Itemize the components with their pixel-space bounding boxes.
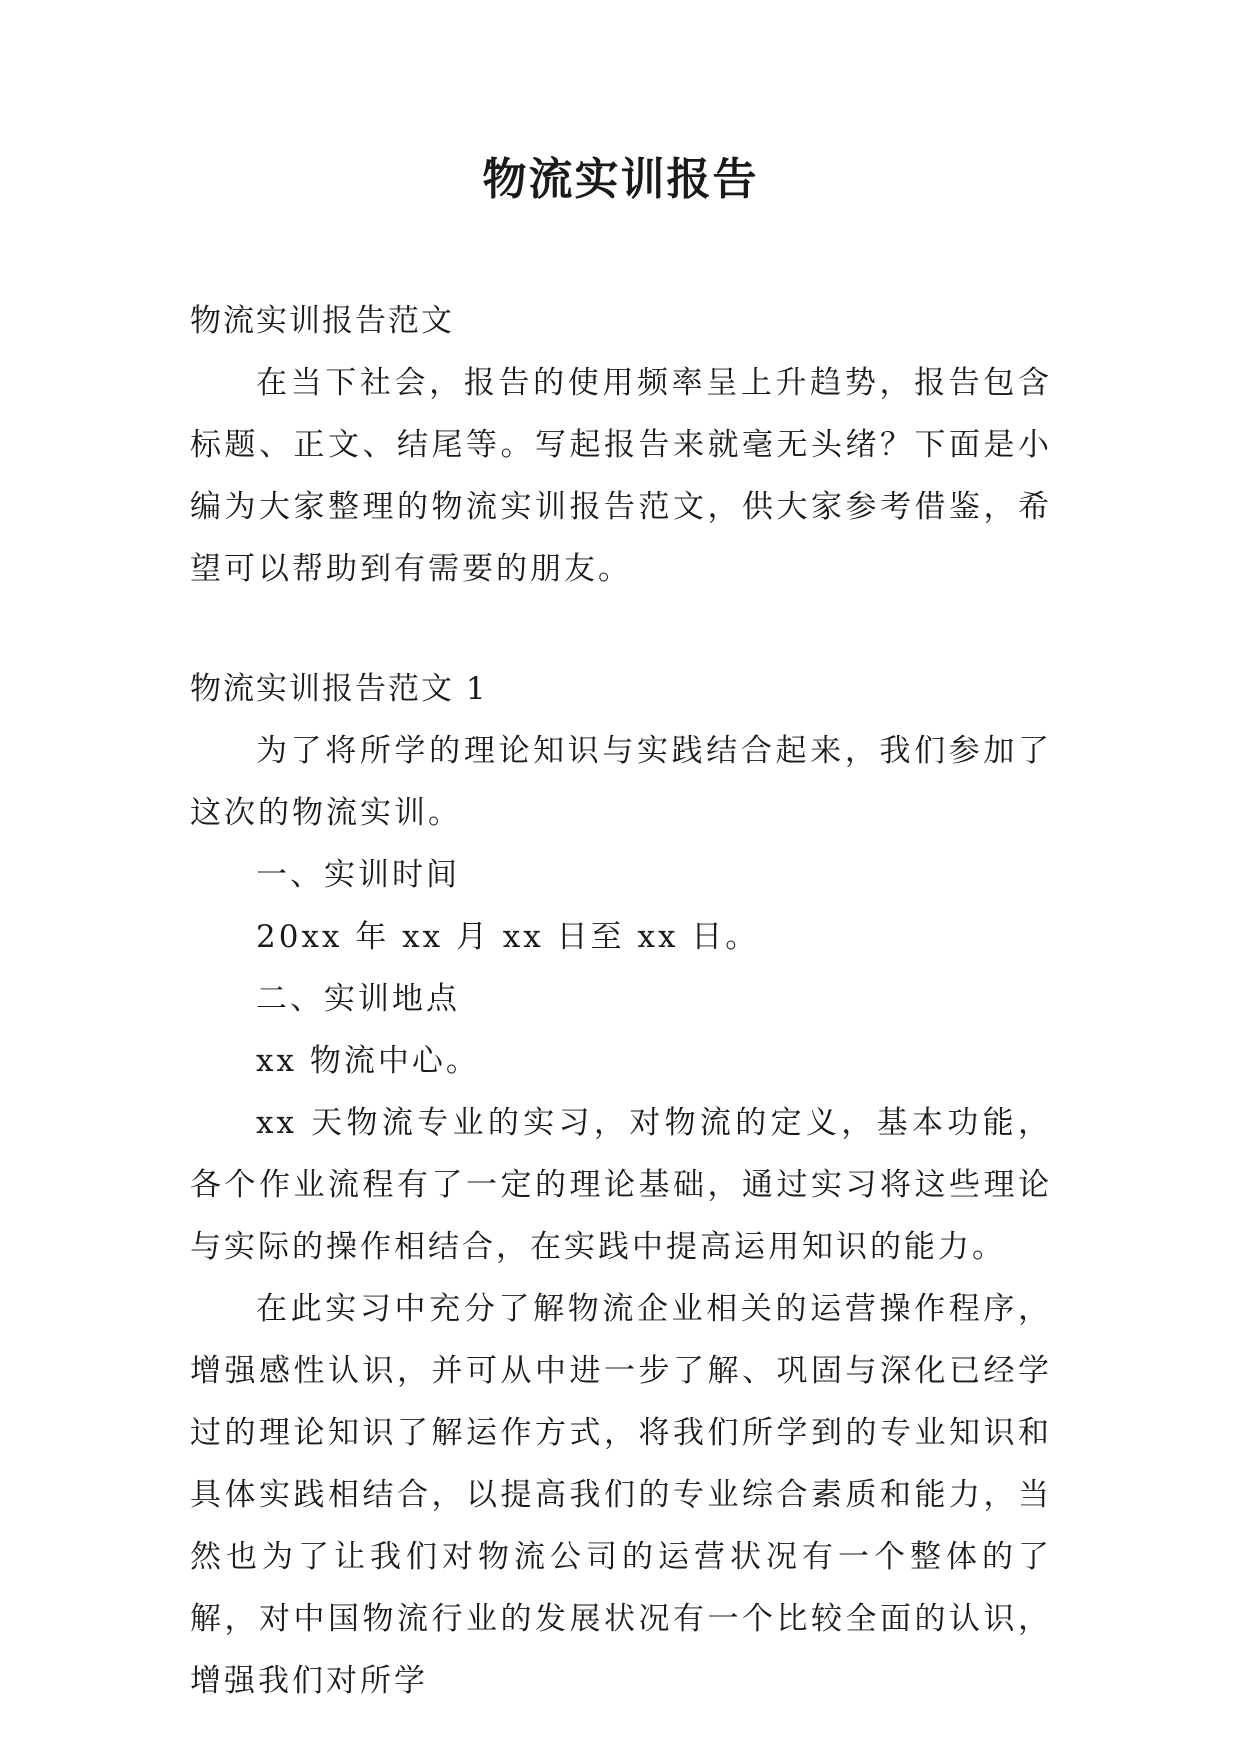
document-body	[190, 290, 1052, 1712]
intro-paragraph: 在当下社会，报告的使用频率呈上升趋势，报告包含标题、正文、结尾等。写起报告来就毫无头绪？下面是小编为大家整理的物流实训报告范文，供大家参考借鉴，希望可以帮助到有需要的朋友。	[190, 365, 1052, 587]
paragraph: 在此实习中充分了解物流企业相关的运营操作程序，增强感性认识，并可从中进一步了解、巩固与深化已经学过的理论知识了解运作方式，将我们所学到的专业知识和具体实践相结合，以提高我们的专业综合素质和能力，当然也为了让我们对物流公司的运营状况有一个整体的了解，对中国物流行业的发展状况有一个比较全面的认识，增强我们对所学	[190, 1291, 1052, 1699]
section-heading: 物流实训报告范文 1	[190, 671, 488, 707]
paragraph: 一、实训时间	[256, 857, 460, 893]
paragraph: 20xx 年 xx 月 xx 日至 xx 日。	[256, 919, 760, 955]
paragraph: 二、实训地点	[256, 981, 460, 1017]
section-spacer	[190, 600, 1052, 658]
paragraph: xx 天物流专业的实习，对物流的定义，基本功能，各个作业流程有了一定的理论基础，通过实习将这些理论与实际的操作相结合，在实践中提高运用知识的能力。	[190, 1105, 1052, 1265]
subtitle: 物流实训报告范文	[190, 303, 454, 339]
document-title: 物流实训报告	[482, 154, 759, 205]
paragraph: 为了将所学的理论知识与实践结合起来，我们参加了这次的物流实训。	[190, 733, 1052, 831]
paragraph: xx 物流中心。	[256, 1043, 480, 1079]
